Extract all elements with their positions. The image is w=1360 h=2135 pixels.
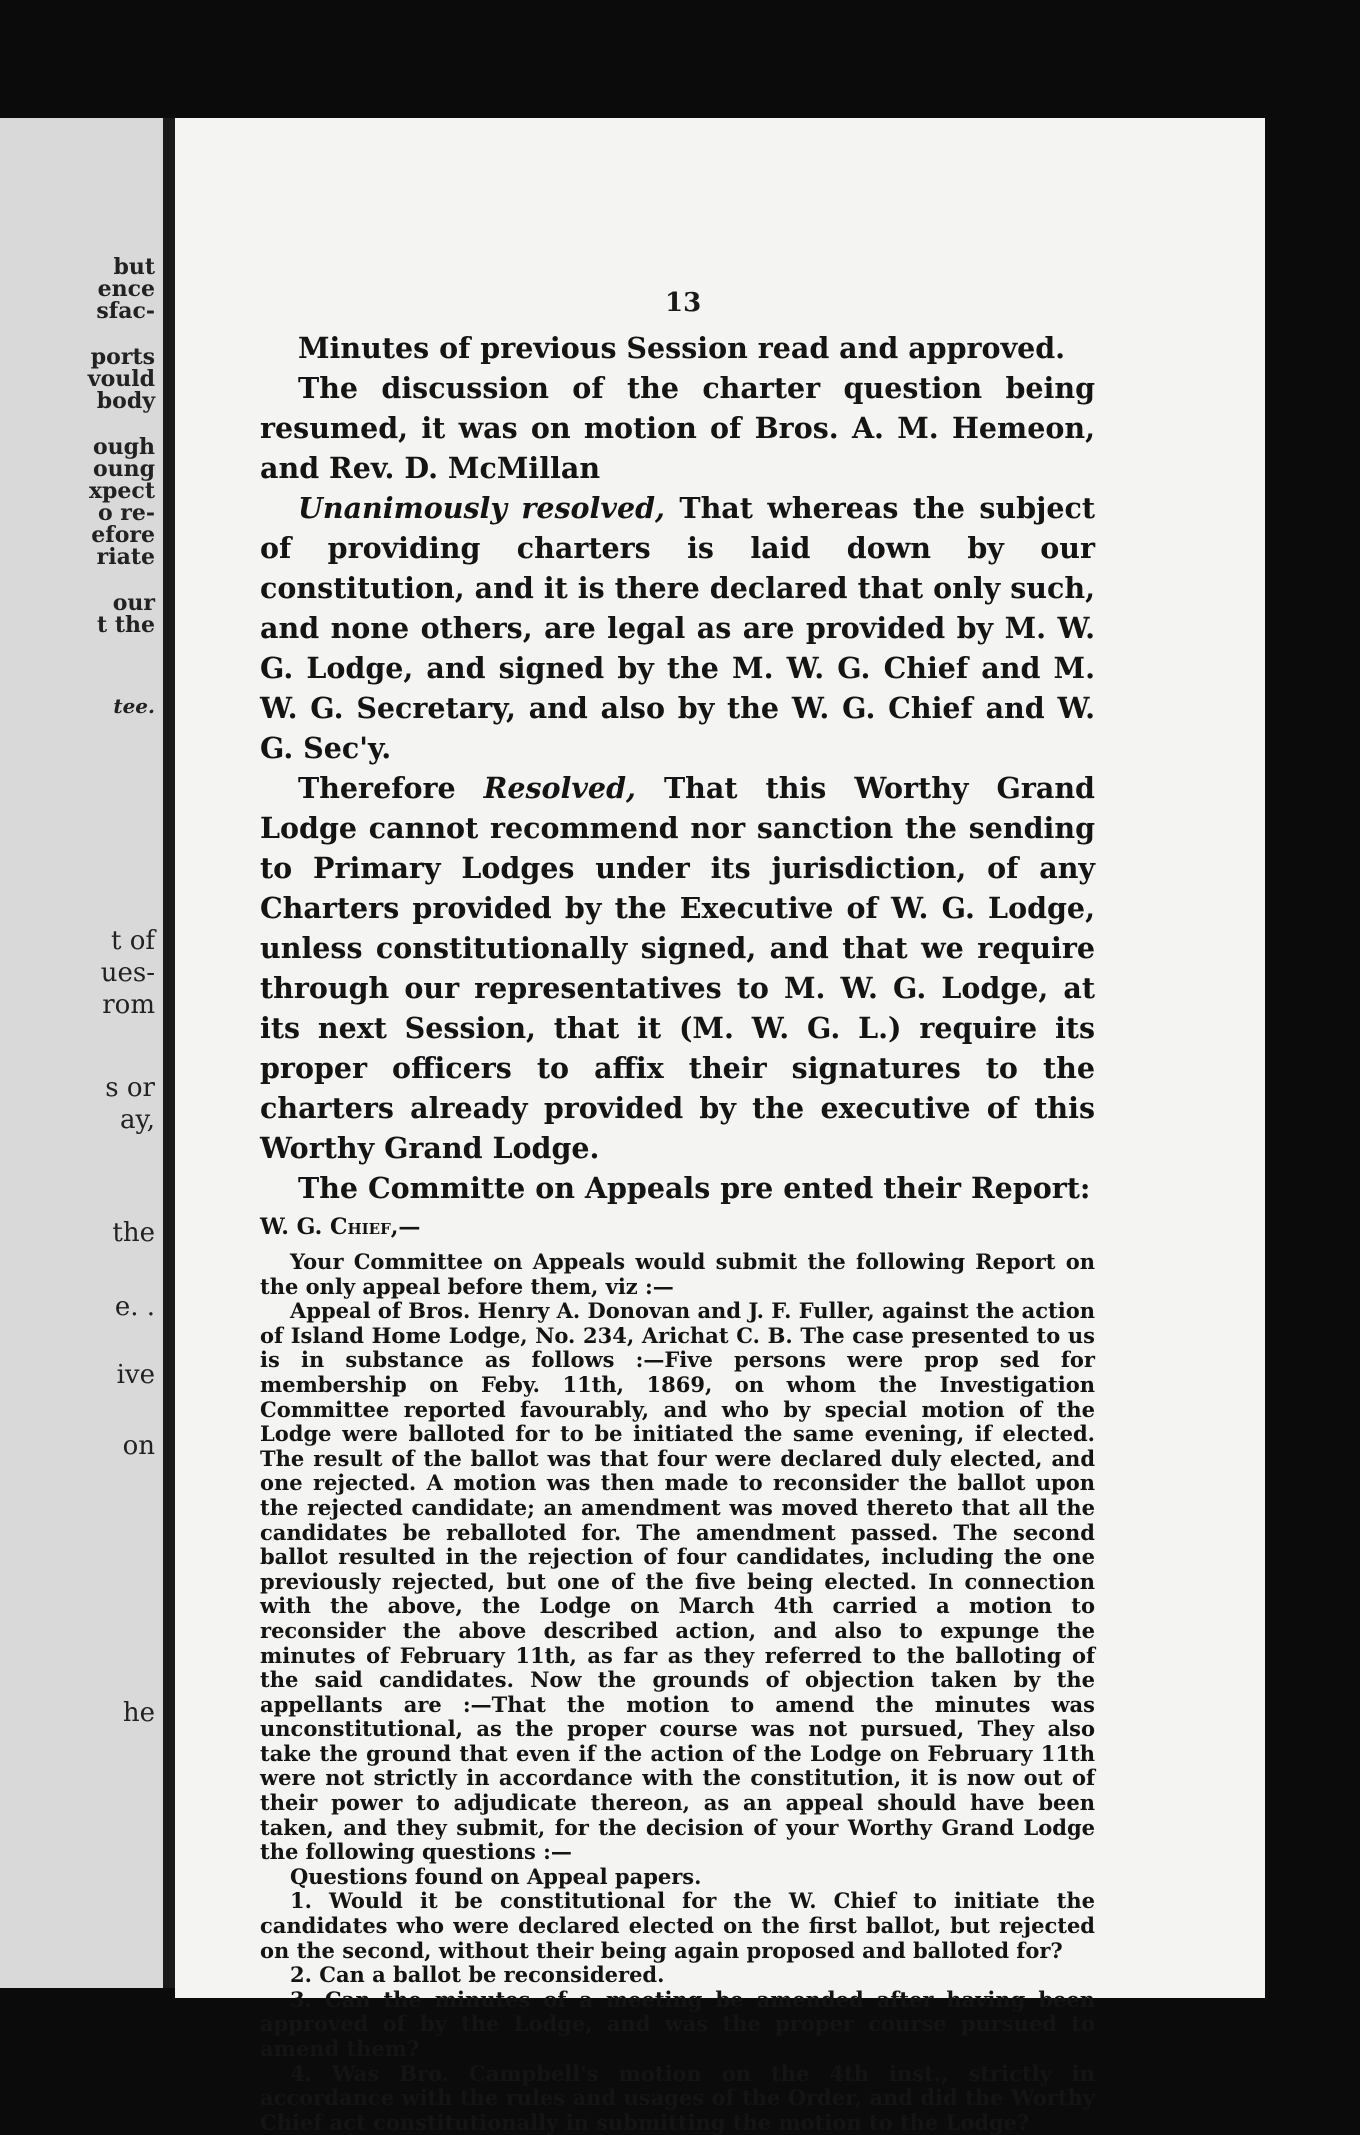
resolution-text: That whereas the subject of providing charters is laid down by our constitution, and it is there declared that only such, and none others, are legal as are provided by M. W. G. Lodge, and signed by the M. W. G. Chief and M. W. G. Secretary, and also by the W. G. Chief and W. G. Sec'y. [260,491,1095,765]
minutes-section [260,328,1095,1208]
page-body [260,328,1095,2135]
left-fragment: body [96,388,155,414]
question-item: 1. Would it be constitutional for the W. Chief to initiate the candidates who were declared elected on the first ballot, but rejected on the second, without their being again proposed and balloted for? [260,1888,1095,1963]
facing-page-margin [0,118,163,1988]
resolution-lead: Unanimously resolved, [298,491,665,525]
address-prefix: W. G. [260,1214,323,1240]
left-fragment: oung [92,456,155,482]
paragraph: The discussion of the charter question being resumed, it was on motion of Bros. A. M. Hemeon, and Rev. D. McMillan [260,371,1095,485]
left-fragment: t of [111,926,155,956]
resolution-lead: Resolved, [483,771,636,805]
left-fragment: t the [97,612,155,638]
question-item: 4. Was Bro. Campbell's motion on the 4th inst., strictly in accordance with the rules and usages of the Order, and did the Worthy Chief act constitutionally in submitting the motion to the Lodge? [260,2060,1095,2135]
left-fragment: riate [96,544,155,570]
left-fragment: our [112,590,155,616]
question-item: 3. Can the minutes of a meeting be amended after having been approved of by the Lodge, and was the proper course pursued to amend them? [260,1986,1095,2061]
left-fragment: o re- [97,500,155,526]
paragraph: The Committe on Appeals pre ented their Report: [298,1171,1091,1205]
page-number: 13 [665,288,702,318]
left-fragment: xpect [88,478,155,504]
page-gutter [163,118,175,1988]
report-paragraph: Appeal of Bros. Henry A. Donovan and J. F. Fuller, against the action of Island Home Lodge, No. 234, Arichat C. B. The case presented to us is in substance as follows :—Five persons were prop sed for membership on Feby. 11th, 1869, on whom the Investigation Committee reported favourably, and who by special motion of the Lodge were balloted for to be initiated the same evening, if elected. The result of the ballot was that four were declared duly elected, and one rejected. A motion was then made to reconsider the ballot upon the rejected candidate; an amendment was moved thereto that all the candidates be reballoted for. The amendment passed. The second ballot resulted in the rejection of four candidates, including the one previously rejected, but one of the five being elected. In connection with the above, the Lodge on March 4th carried a motion to reconsider the above described action, and also to expunge the minutes of February 11th, as far as they referred to the balloting of the said candidates. Now the grounds of objection taken by the appellants are :—That the motion to amend the minutes was unconstitutional, as the proper course was not pursued, They also take the ground that even if the action of the Lodge on February 11th were not strictly in accordance with the constitution, it is now out of their power to adjudicate thereon, as an appeal should have been taken, and they submit, for the decision of your Worthy Grand Lodge the following questions :— [260,1298,1095,1865]
address-name: Chief, [329,1214,399,1240]
report-paragraph: Your Committee on Appeals would submit the following Report on the only appeal before them, viz :— [260,1249,1095,1299]
document-page [175,118,1265,2135]
left-fragment: ports [90,344,155,370]
resolution-paragraph [260,488,1095,768]
left-fragment: ay, [119,1105,155,1135]
left-fragment: efore [91,522,155,548]
left-fragment: s or [105,1073,155,1103]
left-fragment: ence [97,276,155,302]
resolution-prefix: Therefore [298,771,484,805]
left-fragment: rom [102,990,155,1020]
resolution-text: That this Worthy Grand Lodge cannot recommend nor sanction the sending to Primary Lodges under its jurisdiction, of any Charters provided by the Executive of W. G. Lodge, unless constitutionally signed, and that we require through our representatives to M. W. G. Lodge, at its next Session, that it (M. W. G. L.) require its proper officers to affix their signatures to the charters already provided by the executive of this Worthy Grand Lodge. [260,771,1095,1165]
left-fragment: ough [92,434,155,460]
left-fragment: the [112,1218,155,1248]
left-fragment: ive [116,1360,155,1390]
paragraph: Minutes of previous Session read and approved. [298,331,1066,365]
left-fragment: tee. [113,694,155,718]
appeals-report [260,1250,1095,2135]
left-fragment: e. . [114,1292,155,1322]
left-fragment: vould [87,366,155,392]
question-item: 2. Can a ballot be reconsidered. [290,1962,665,1988]
left-fragment: but [113,254,155,280]
left-fragment: sfac- [96,298,155,324]
resolution-paragraph [260,768,1095,1168]
left-fragment: ues- [100,958,155,988]
report-address [260,1214,1095,1240]
report-paragraph: Questions found on Appeal papers. [290,1863,702,1889]
address-dash: — [398,1214,421,1240]
left-fragment: on [122,1431,155,1461]
left-fragment: he [122,1698,155,1728]
